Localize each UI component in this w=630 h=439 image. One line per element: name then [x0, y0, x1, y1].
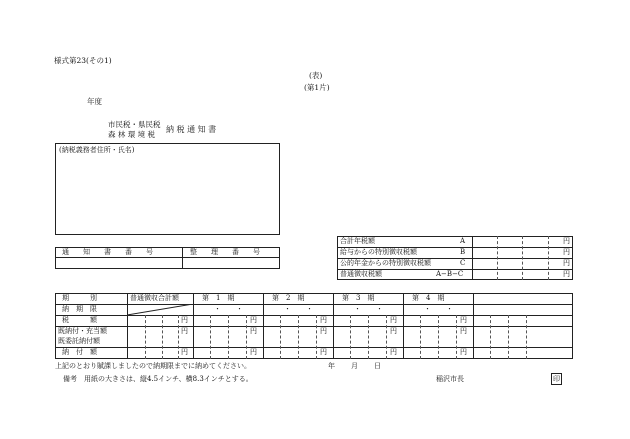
due-dot: ・ — [446, 305, 453, 313]
seiri-number-label: 整 理 番 号 — [190, 248, 260, 256]
period-1-header: 第 1 期 — [202, 294, 235, 302]
due-dot: ・ — [214, 305, 221, 313]
period-header-label: 期 別 — [62, 294, 97, 302]
period-3-header: 第 3 期 — [342, 294, 375, 302]
title-tax-line1: 市民税・県民税 — [108, 120, 161, 129]
due-dot: ・ — [284, 305, 291, 313]
form-number: 様式第23(その1) — [54, 56, 112, 65]
mayor-label: 稲沢市長 — [436, 375, 464, 383]
remark-text: 備考 用紙の大きさは、縦4.5インチ、横8.3インチとする。 — [63, 375, 253, 383]
yen-unit: 円 — [320, 316, 327, 324]
seal-mark: 印 — [553, 375, 560, 383]
summary-yen-1: 円 — [563, 237, 570, 245]
due-dot: ・ — [236, 305, 243, 313]
omote-label: (表) — [309, 71, 323, 80]
ordinary-total-header: 普通徴収合計額 — [130, 294, 179, 302]
row-label-paid-applied: 既納付・充当額 — [58, 327, 107, 335]
document-title: 納 税 通 知 書 — [166, 125, 217, 134]
period-4-header: 第 4 期 — [412, 294, 445, 302]
period-2-header: 第 2 期 — [272, 294, 305, 302]
yen-unit: 円 — [390, 327, 397, 335]
notice-number-label: 通 知 書 番 号 — [62, 248, 153, 256]
fiscal-year-label: 年度 — [87, 97, 102, 106]
summary-code-a: A — [460, 237, 466, 245]
yen-unit: 円 — [181, 316, 188, 324]
due-dot: ・ — [354, 305, 361, 313]
yen-unit: 円 — [250, 327, 257, 335]
date-year: 年 — [328, 362, 335, 370]
due-dot: ・ — [376, 305, 383, 313]
summary-code-abc: A−B−C — [436, 270, 464, 278]
diagonal-line — [127, 304, 193, 315]
taxpayer-address-box — [55, 143, 280, 235]
summary-label-ordinary: 普通徴収税額 — [340, 270, 382, 278]
taxpayer-label: (納税義務者住所・氏名) — [59, 146, 135, 154]
summary-code-b: B — [460, 248, 466, 256]
summary-label-total: 合計年税額 — [340, 237, 375, 245]
sheet-label: (第1片) — [304, 83, 330, 92]
yen-unit: 円 — [181, 327, 188, 335]
yen-unit: 円 — [460, 316, 467, 324]
seal-box — [551, 373, 562, 385]
yen-unit: 円 — [250, 348, 257, 356]
summary-yen-2: 円 — [563, 248, 570, 256]
yen-unit: 円 — [390, 316, 397, 324]
yen-unit: 円 — [390, 348, 397, 356]
yen-unit: 円 — [181, 348, 188, 356]
yen-unit: 円 — [320, 327, 327, 335]
yen-unit: 円 — [460, 327, 467, 335]
date-month: 月 — [351, 362, 358, 370]
summary-yen-4: 円 — [563, 270, 570, 278]
summary-yen-3: 円 — [563, 259, 570, 267]
row-label-due-date: 納 期 限 — [62, 305, 97, 313]
date-day: 日 — [374, 362, 381, 370]
title-tax-line2: 森 林 環 境 税 — [108, 130, 156, 139]
summary-code-c: C — [460, 259, 466, 267]
summary-label-pension: 公的年金からの特別徴収税額 — [340, 259, 431, 267]
due-dot: ・ — [306, 305, 313, 313]
summary-label-salary: 給与からの特別徴収税額 — [340, 248, 417, 256]
row-label-entrusted: 既委託納付額 — [58, 337, 100, 345]
yen-unit: 円 — [250, 316, 257, 324]
row-label-tax-amount: 税 額 — [62, 316, 97, 324]
row-label-payment: 納 付 額 — [62, 348, 97, 356]
notice-text: 上記のとおり賦課しましたので納期限までに納めてください。 — [55, 362, 251, 370]
yen-unit: 円 — [320, 348, 327, 356]
yen-unit: 円 — [460, 348, 467, 356]
due-dot: ・ — [424, 305, 431, 313]
